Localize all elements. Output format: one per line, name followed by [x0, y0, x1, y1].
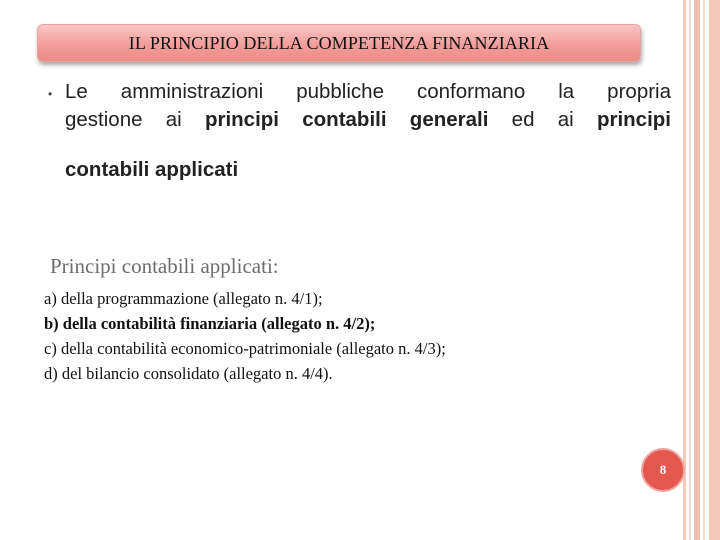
bullet-text-plain: gestione ai — [65, 108, 205, 131]
list-item: a) della programmazione (allegato n. 4/1); — [44, 289, 323, 308]
page-number: 8 — [659, 462, 667, 477]
decorative-stripe — [683, 0, 686, 540]
title-bar — [37, 24, 641, 62]
slide-title: IL PRINCIPIO DELLA COMPETENZA FINANZIARIA — [128, 32, 550, 53]
principles-list — [44, 286, 446, 386]
decorative-stripe — [694, 0, 700, 540]
bullet-line-2 — [65, 106, 671, 134]
list-item: d) del bilancio consolidato (allegato n. 4/4). — [44, 364, 333, 383]
bullet-line-1: Le amministrazioni pubbliche conformano la propria — [65, 80, 671, 103]
list-item: c) della contabilità economico-patrimoniale (allegato n. 4/3); — [44, 339, 446, 358]
bullet-line-3: contabili applicati — [65, 158, 239, 181]
decorative-stripe — [703, 0, 705, 540]
bullet-text — [65, 78, 671, 184]
bullet-text-plain: ed ai — [488, 108, 597, 131]
decorative-stripe — [709, 0, 720, 540]
bullet-icon: • — [48, 87, 53, 101]
bullet-text-emphasis: principi contabili generali — [204, 108, 489, 131]
page-number-badge — [641, 448, 685, 492]
decorative-stripe — [689, 0, 691, 540]
bullet-text-emphasis: principi — [596, 108, 671, 131]
list-item: b) della contabilità finanziaria (allegato n. 4/2); — [44, 314, 376, 333]
subheading: Principi contabili applicati: — [50, 254, 279, 278]
